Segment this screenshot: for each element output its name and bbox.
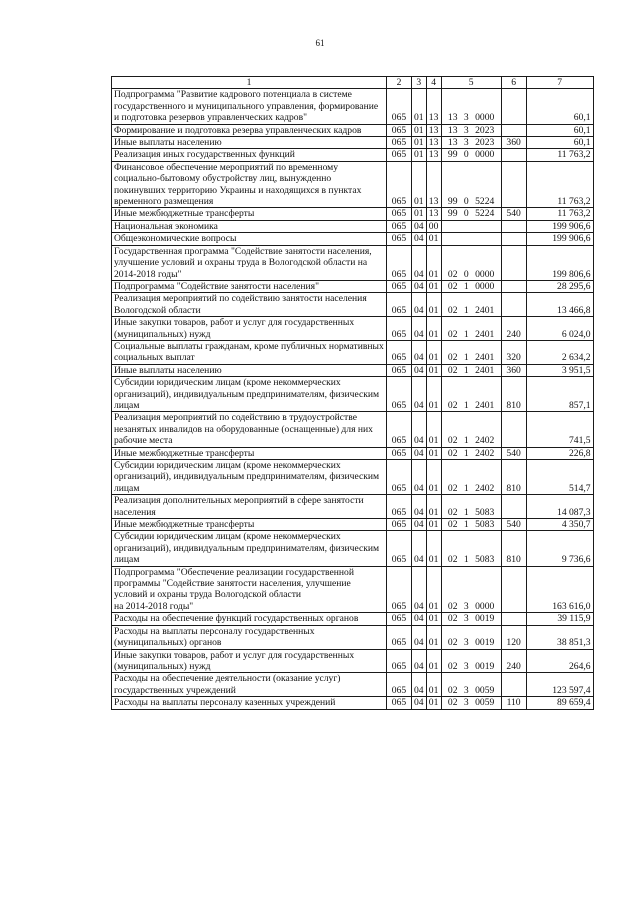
row-ministry: 065 xyxy=(387,649,412,673)
row-name: Иные закупки товаров, работ и услуг для государственных (муниципальных) нужд xyxy=(112,317,387,341)
row-section: 01 xyxy=(412,208,427,220)
row-target-article: 99 0 5224 xyxy=(441,208,501,220)
table-row xyxy=(112,625,594,649)
row-ministry: 065 xyxy=(387,531,412,566)
row-amount: 89 659,4 xyxy=(526,697,593,709)
row-section: 04 xyxy=(412,649,427,673)
row-name: Иные выплаты населению xyxy=(112,137,387,149)
row-amount: 264,6 xyxy=(526,649,593,673)
row-ministry: 065 xyxy=(387,149,412,161)
row-name: Государственная программа "Содействие занятости населения, улучшение условий и охраны труда в Вологодской области на 2014-2018 годы" xyxy=(112,245,387,280)
table-row xyxy=(112,566,594,613)
row-name: Формирование и подготовка резерва управленческих кадров xyxy=(112,124,387,136)
row-amount: 514,7 xyxy=(526,460,593,495)
row-subsection: 01 xyxy=(426,613,441,625)
row-amount: 11 763,2 xyxy=(526,161,593,208)
row-section: 01 xyxy=(412,149,427,161)
header-section: 3 xyxy=(412,77,427,89)
row-subsection: 00 xyxy=(426,220,441,232)
row-target-article: 02 1 0000 xyxy=(441,280,501,292)
row-subsection: 01 xyxy=(426,377,441,412)
row-expense-type: 240 xyxy=(501,649,526,673)
row-section: 04 xyxy=(412,364,427,376)
row-target-article: 02 1 2402 xyxy=(441,412,501,447)
row-section: 01 xyxy=(412,161,427,208)
row-target-article: 13 3 2023 xyxy=(441,137,501,149)
row-ministry: 065 xyxy=(387,495,412,519)
row-amount: 11 763,2 xyxy=(526,208,593,220)
row-expense-type xyxy=(501,673,526,697)
row-expense-type: 110 xyxy=(501,697,526,709)
row-section: 04 xyxy=(412,613,427,625)
row-amount: 9 736,6 xyxy=(526,531,593,566)
row-amount: 199 906,6 xyxy=(526,220,593,232)
row-target-article: 02 3 0059 xyxy=(441,673,501,697)
row-expense-type xyxy=(501,89,526,124)
row-target-article: 02 1 2401 xyxy=(441,340,501,364)
row-ministry: 065 xyxy=(387,460,412,495)
row-expense-type: 120 xyxy=(501,625,526,649)
row-name: Иные межбюджетные трансферты xyxy=(112,519,387,531)
row-name: Расходы на обеспечение функций государственных органов xyxy=(112,613,387,625)
row-name: Расходы на выплаты персоналу казенных учреждений xyxy=(112,697,387,709)
row-amount: 199 806,6 xyxy=(526,245,593,280)
row-ministry: 065 xyxy=(387,566,412,613)
row-ministry: 065 xyxy=(387,124,412,136)
row-amount: 123 597,4 xyxy=(526,673,593,697)
row-subsection: 13 xyxy=(426,208,441,220)
row-name: Расходы на обеспечение деятельности (оказание услуг) государственных учреждений xyxy=(112,673,387,697)
row-subsection: 01 xyxy=(426,566,441,613)
row-expense-type xyxy=(501,280,526,292)
row-target-article: 13 3 0000 xyxy=(441,89,501,124)
row-section: 04 xyxy=(412,519,427,531)
row-expense-type xyxy=(501,233,526,245)
row-subsection: 01 xyxy=(426,495,441,519)
table-row xyxy=(112,137,594,149)
row-section: 04 xyxy=(412,566,427,613)
table-row xyxy=(112,161,594,208)
row-name: Субсидии юридическим лицам (кроме некоммерческих организаций), индивидуальным предпринимателям, физическим лицам xyxy=(112,377,387,412)
row-expense-type: 810 xyxy=(501,460,526,495)
row-subsection: 01 xyxy=(426,317,441,341)
table-row xyxy=(112,208,594,220)
table-row xyxy=(112,519,594,531)
row-amount: 39 115,9 xyxy=(526,613,593,625)
row-expense-type: 360 xyxy=(501,137,526,149)
row-ministry: 065 xyxy=(387,161,412,208)
row-target-article: 02 3 0019 xyxy=(441,613,501,625)
row-subsection: 13 xyxy=(426,161,441,208)
row-expense-type xyxy=(501,293,526,317)
row-target-article: 02 1 2401 xyxy=(441,317,501,341)
row-amount: 163 616,0 xyxy=(526,566,593,613)
row-ministry: 065 xyxy=(387,293,412,317)
row-section: 04 xyxy=(412,280,427,292)
row-subsection: 01 xyxy=(426,649,441,673)
row-expense-type xyxy=(501,149,526,161)
row-amount: 4 350,7 xyxy=(526,519,593,531)
row-target-article: 02 0 0000 xyxy=(441,245,501,280)
table-row xyxy=(112,495,594,519)
row-subsection: 01 xyxy=(426,673,441,697)
row-name: Иные закупки товаров, работ и услуг для государственных (муниципальных) нужд xyxy=(112,649,387,673)
row-section: 04 xyxy=(412,220,427,232)
row-subsection: 01 xyxy=(426,697,441,709)
row-expense-type: 540 xyxy=(501,519,526,531)
header-expense-type: 6 xyxy=(501,77,526,89)
row-expense-type: 810 xyxy=(501,531,526,566)
table-row xyxy=(112,220,594,232)
row-amount: 226,8 xyxy=(526,447,593,459)
row-expense-type xyxy=(501,245,526,280)
table-row xyxy=(112,317,594,341)
row-name: Иные межбюджетные трансферты xyxy=(112,208,387,220)
row-target-article xyxy=(441,233,501,245)
row-expense-type xyxy=(501,495,526,519)
row-target-article: 99 0 0000 xyxy=(441,149,501,161)
row-subsection: 01 xyxy=(426,625,441,649)
row-section: 04 xyxy=(412,377,427,412)
row-section: 04 xyxy=(412,447,427,459)
row-name: Реализация мероприятий по содействию занятости населения Вологодской области xyxy=(112,293,387,317)
header-ministry: 2 xyxy=(387,77,412,89)
row-target-article: 02 1 2401 xyxy=(441,377,501,412)
row-expense-type: 320 xyxy=(501,340,526,364)
row-section: 04 xyxy=(412,340,427,364)
table-row xyxy=(112,89,594,124)
row-expense-type: 810 xyxy=(501,377,526,412)
row-amount: 13 466,8 xyxy=(526,293,593,317)
row-ministry: 065 xyxy=(387,208,412,220)
row-amount: 3 951,5 xyxy=(526,364,593,376)
row-target-article: 99 0 5224 xyxy=(441,161,501,208)
row-amount: 60,1 xyxy=(526,124,593,136)
row-subsection: 01 xyxy=(426,412,441,447)
row-name: Субсидии юридическим лицам (кроме некоммерческих организаций), индивидуальным предпринимателям, физическим лицам xyxy=(112,531,387,566)
table-row xyxy=(112,280,594,292)
row-target-article: 02 1 5083 xyxy=(441,531,501,566)
row-subsection: 01 xyxy=(426,531,441,566)
row-target-article: 02 1 2402 xyxy=(441,447,501,459)
row-ministry: 065 xyxy=(387,317,412,341)
row-subsection: 13 xyxy=(426,124,441,136)
row-subsection: 01 xyxy=(426,233,441,245)
table-row xyxy=(112,697,594,709)
row-expense-type: 240 xyxy=(501,317,526,341)
row-subsection: 01 xyxy=(426,364,441,376)
row-amount: 11 763,2 xyxy=(526,149,593,161)
row-subsection: 13 xyxy=(426,137,441,149)
table-row xyxy=(112,447,594,459)
row-name: Социальные выплаты гражданам, кроме публичных нормативных социальных выплат xyxy=(112,340,387,364)
row-target-article: 02 3 0019 xyxy=(441,649,501,673)
table-row xyxy=(112,531,594,566)
row-name: Национальная экономика xyxy=(112,220,387,232)
row-ministry: 065 xyxy=(387,519,412,531)
row-name: Субсидии юридическим лицам (кроме некоммерческих организаций), индивидуальным предпринимателям, физическим лицам xyxy=(112,460,387,495)
table-row xyxy=(112,233,594,245)
row-section: 01 xyxy=(412,124,427,136)
row-subsection: 01 xyxy=(426,340,441,364)
row-subsection: 13 xyxy=(426,89,441,124)
row-ministry: 065 xyxy=(387,89,412,124)
row-ministry: 065 xyxy=(387,625,412,649)
row-ministry: 065 xyxy=(387,377,412,412)
row-target-article: 13 3 2023 xyxy=(441,124,501,136)
row-name: Общеэкономические вопросы xyxy=(112,233,387,245)
row-amount: 14 087,3 xyxy=(526,495,593,519)
row-expense-type xyxy=(501,613,526,625)
row-target-article: 02 3 0000 xyxy=(441,566,501,613)
table-row xyxy=(112,412,594,447)
row-section: 04 xyxy=(412,673,427,697)
header-name: 1 xyxy=(112,77,387,89)
row-subsection: 01 xyxy=(426,519,441,531)
row-name: Реализация иных государственных функций xyxy=(112,149,387,161)
budget-table xyxy=(111,76,594,710)
row-ministry: 065 xyxy=(387,280,412,292)
table-row xyxy=(112,460,594,495)
row-amount: 38 851,3 xyxy=(526,625,593,649)
row-section: 04 xyxy=(412,495,427,519)
row-target-article: 02 1 2401 xyxy=(441,293,501,317)
row-name: Реализация дополнительных мероприятий в сфере занятости населения xyxy=(112,495,387,519)
row-amount: 60,1 xyxy=(526,137,593,149)
row-name: Иные выплаты населению xyxy=(112,364,387,376)
row-amount: 28 295,6 xyxy=(526,280,593,292)
row-amount: 741,5 xyxy=(526,412,593,447)
row-amount: 60,1 xyxy=(526,89,593,124)
row-ministry: 065 xyxy=(387,613,412,625)
row-subsection: 13 xyxy=(426,149,441,161)
table-row xyxy=(112,613,594,625)
row-amount: 857,1 xyxy=(526,377,593,412)
row-section: 04 xyxy=(412,317,427,341)
row-ministry: 065 xyxy=(387,697,412,709)
row-ministry: 065 xyxy=(387,364,412,376)
row-amount: 6 024,0 xyxy=(526,317,593,341)
row-ministry: 065 xyxy=(387,412,412,447)
table-body xyxy=(112,89,594,709)
row-section: 04 xyxy=(412,233,427,245)
row-section: 04 xyxy=(412,293,427,317)
row-ministry: 065 xyxy=(387,220,412,232)
row-expense-type: 540 xyxy=(501,208,526,220)
row-ministry: 065 xyxy=(387,245,412,280)
row-name: Подпрограмма "Обеспечение реализации государственной программы "Содействие занятости населения, улучшение условий и охраны труда Вологодской области на 2014-2018 годы" xyxy=(112,566,387,613)
table-row xyxy=(112,649,594,673)
row-section: 01 xyxy=(412,137,427,149)
row-subsection: 01 xyxy=(426,245,441,280)
row-name: Реализация мероприятий по содействию в трудоустройстве незанятых инвалидов на оборудованные (оснащенные) для них рабочие места xyxy=(112,412,387,447)
row-section: 01 xyxy=(412,89,427,124)
row-target-article: 02 3 0059 xyxy=(441,697,501,709)
row-name: Финансовое обеспечение мероприятий по временному социально-бытовому обустройству лиц, вынужденно покинувших территорию Украины и находящихся в пунктах временного размещения xyxy=(112,161,387,208)
row-section: 04 xyxy=(412,412,427,447)
row-name: Подпрограмма "Содействие занятости населения" xyxy=(112,280,387,292)
row-target-article: 02 1 2402 xyxy=(441,460,501,495)
row-section: 04 xyxy=(412,245,427,280)
table-row xyxy=(112,124,594,136)
row-target-article: 02 3 0019 xyxy=(441,625,501,649)
row-expense-type xyxy=(501,220,526,232)
row-expense-type xyxy=(501,412,526,447)
header-amount: 7 xyxy=(526,77,593,89)
row-expense-type xyxy=(501,124,526,136)
page-number: 61 xyxy=(315,38,325,48)
row-section: 04 xyxy=(412,697,427,709)
row-ministry: 065 xyxy=(387,340,412,364)
row-section: 04 xyxy=(412,460,427,495)
table-header-row xyxy=(112,77,594,89)
table-row xyxy=(112,673,594,697)
row-ministry: 065 xyxy=(387,447,412,459)
row-subsection: 01 xyxy=(426,293,441,317)
row-subsection: 01 xyxy=(426,460,441,495)
table-row xyxy=(112,364,594,376)
table-row xyxy=(112,377,594,412)
row-subsection: 01 xyxy=(426,447,441,459)
header-target-article: 5 xyxy=(441,77,501,89)
row-section: 04 xyxy=(412,531,427,566)
row-name: Иные межбюджетные трансферты xyxy=(112,447,387,459)
row-expense-type: 540 xyxy=(501,447,526,459)
table-row xyxy=(112,245,594,280)
row-name: Подпрограмма "Развитие кадрового потенциала в системе государственного и муниципального управления, формирование и подготовка резервов управленческих кадров" xyxy=(112,89,387,124)
row-expense-type: 360 xyxy=(501,364,526,376)
row-section: 04 xyxy=(412,625,427,649)
row-ministry: 065 xyxy=(387,137,412,149)
row-subsection: 01 xyxy=(426,280,441,292)
row-ministry: 065 xyxy=(387,233,412,245)
row-name: Расходы на выплаты персоналу государственных (муниципальных) органов xyxy=(112,625,387,649)
header-subsection: 4 xyxy=(426,77,441,89)
row-amount: 2 634,2 xyxy=(526,340,593,364)
table-row xyxy=(112,293,594,317)
row-expense-type xyxy=(501,161,526,208)
row-target-article: 02 1 5083 xyxy=(441,519,501,531)
row-expense-type xyxy=(501,566,526,613)
row-target-article: 02 1 2401 xyxy=(441,364,501,376)
table-row xyxy=(112,149,594,161)
row-amount: 199 906,6 xyxy=(526,233,593,245)
row-ministry: 065 xyxy=(387,673,412,697)
row-target-article: 02 1 5083 xyxy=(441,495,501,519)
table-row xyxy=(112,340,594,364)
row-target-article xyxy=(441,220,501,232)
